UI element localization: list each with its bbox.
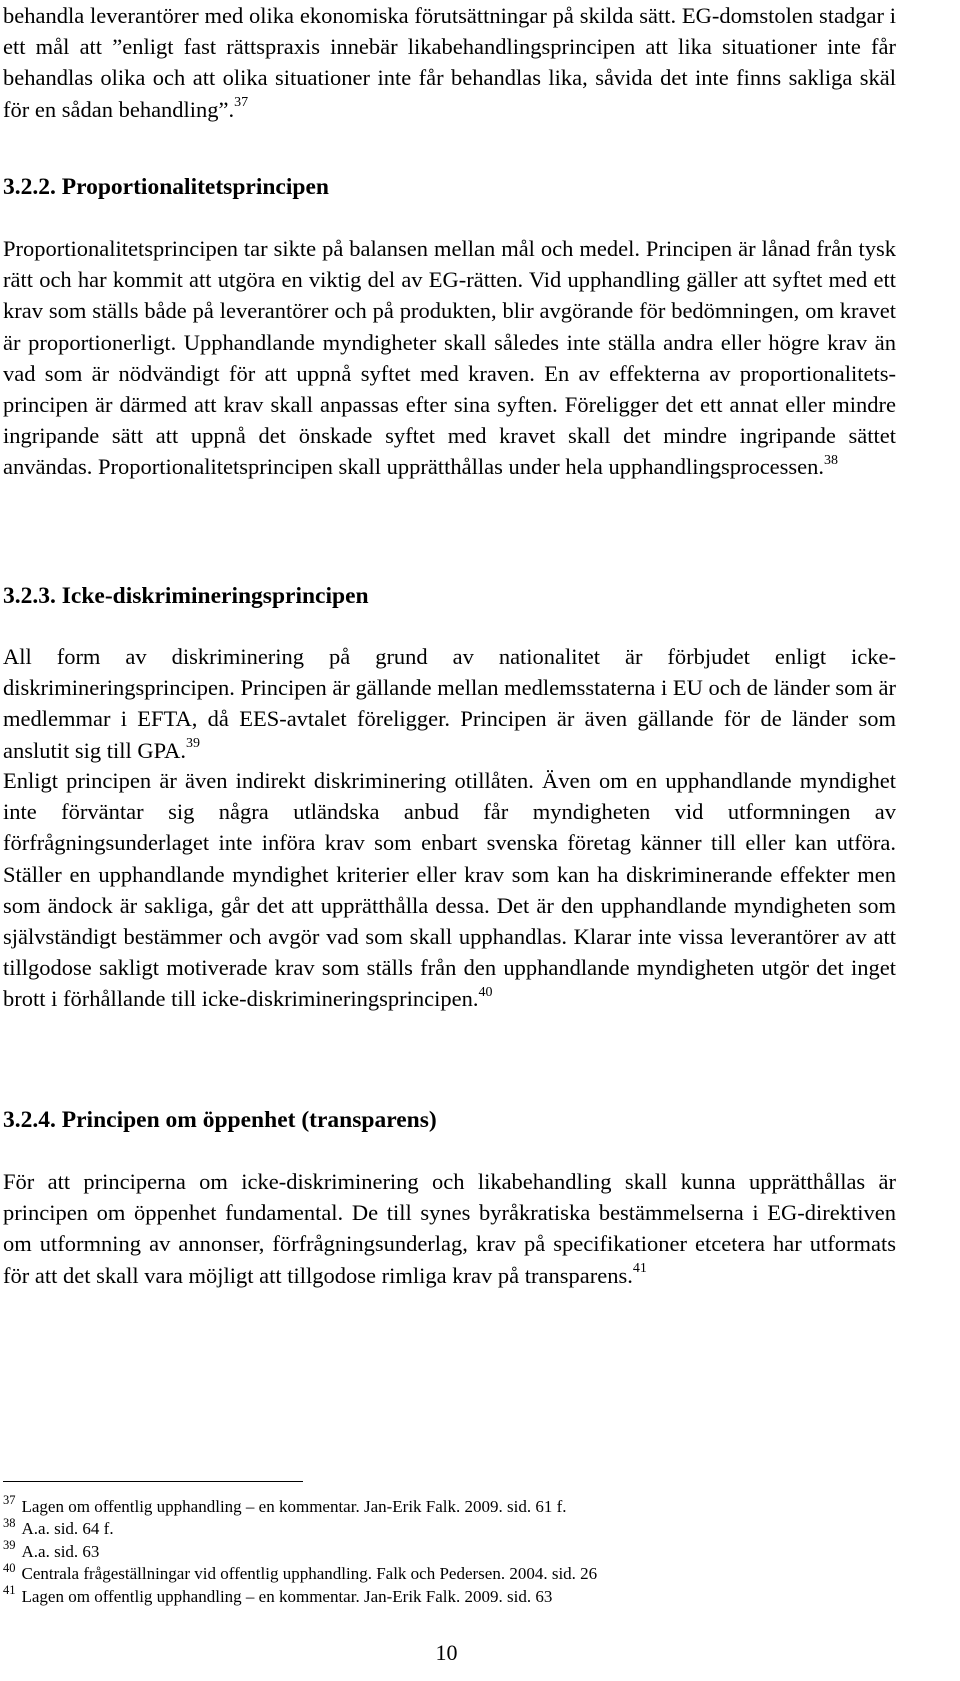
proportionality-text: Proportionalitetsprincipen tar sikte på balansen mellan mål och medel. Principen är lånad från tysk rätt och har kommit att utgöra en viktig del av EG-rätten. Vid upphandling gäller att syftet med ett krav som ställs både på leverantörer och på produkten, blir avgörande för bedömningen, om kravet är proportionerligt. Upphandlande myndigheter skall således inte ställa andra eller högre krav än vad som är nödvändigt för att uppnå syftet med kraven. En av effekterna av proportionalitets-principen är därmed att krav skall anpassas efter sina syften. Föreligger det ett annat eller mindre ingripande sätt att uppnå det önskade syftet med kravet skall det mindre ingripande sättet användas. Proportionalitetsprincipen skall upprätthållas under hela upphandlingsprocessen.	[3, 236, 896, 480]
footnote-40	[3, 1560, 903, 1585]
footnote-ref-38[interactable]: 38	[824, 452, 839, 468]
footnote-text: A.a. sid. 64 f.	[21, 1519, 114, 1539]
non-discrimination-paragraph-2	[3, 765, 896, 1015]
page-number: 10	[435, 1640, 458, 1665]
footnote-text: Lagen om offentlig upphandling – en kommentar. Jan-Erik Falk. 2009. sid. 63	[21, 1586, 553, 1606]
footnote-number: 39	[3, 1538, 16, 1553]
footnote-39	[3, 1538, 903, 1563]
footnote-text: Centrala frågeställningar vid offentlig upphandling. Falk och Pedersen. 2004. sid. 26	[21, 1564, 598, 1584]
footnote-text: A.a. sid. 63	[21, 1541, 100, 1561]
footnote-37	[3, 1493, 903, 1518]
footnote-38	[3, 1515, 903, 1540]
footnote-41	[3, 1582, 903, 1608]
section-heading-proportionality: 3.2.2. Proportionalitetsprincipen	[3, 174, 329, 200]
intro-paragraph	[3, 0, 896, 125]
section-heading-non-discrimination: 3.2.3. Icke-diskrimineringsprincipen	[3, 583, 369, 609]
footnote-number: 41	[3, 1582, 16, 1597]
non-discrimination-paragraph-1	[3, 641, 896, 766]
footnote-separator	[3, 1481, 303, 1482]
section-heading-transparency: 3.2.4. Principen om öppenhet (transparens)	[3, 1107, 437, 1133]
transparency-paragraph	[3, 1166, 896, 1291]
footnote-ref-41[interactable]: 41	[632, 1261, 647, 1277]
footnote-ref-37[interactable]: 37	[234, 95, 249, 111]
footnotes	[3, 1493, 903, 1608]
footnote-ref-39[interactable]: 39	[185, 736, 200, 752]
non-discrimination-text-1: All form av diskriminering på grund av nationalitet är förbjudet enligt icke-diskrimineringsprincipen. Principen är gällande mellan medlemsstaterna i EU och de länder som är medlemmar i EFTA, då EES-avtalet föreligger. Principen är även gällande för de länder som anslutit sig till GPA.	[3, 644, 896, 763]
non-discrimination-text-2: Enligt principen är även indirekt diskriminering otillåten. Även om en upphandlande myndighet inte förväntar sig några utländska anbud får myndigheten vid utformningen av förfrågningsunderlaget inte införa krav som enbart svenska företag känner till eller kan utföra. Ställer en upphandlande myndighet kriterier eller krav som kan ha diskriminerande effekter men som ändock är sakliga, går det att upprätthålla dessa. Det är den upphandlande myndigheten som självständigt bestämmer och avgör vad som skall upphandlas. Klarar inte vissa leverantörer av att tillgodose sakligt motiverade krav som ställs från den upphandlande myndigheten utgör det inget brott i förhållande till icke-diskrimineringsprincipen.	[3, 768, 896, 1012]
footnote-ref-40[interactable]: 40	[478, 984, 493, 1000]
proportionality-paragraph	[3, 233, 896, 483]
footnote-number: 37	[3, 1493, 16, 1508]
intro-text: behandla leverantörer med olika ekonomiska förutsättningar på skilda sätt. EG-domstolen stadgar i ett mål att ”enligt fast rättspraxis innebär likabehandlingsprincipen att lika situationer inte får behandlas olika och att olika situationer inte får behandlas lika, såvida det inte finns sakliga skäl för en sådan behandling”.	[3, 3, 896, 122]
footnote-text: Lagen om offentlig upphandling – en kommentar. Jan-Erik Falk. 2009. sid. 61 f.	[21, 1497, 567, 1516]
footnote-number: 40	[3, 1560, 16, 1575]
footnote-number: 38	[3, 1515, 16, 1530]
transparency-text: För att principerna om icke-diskriminering och likabehandling skall kunna upprätthållas är principen om öppenhet fundamental. De till synes byråkratiska bestämmelserna i EG-direktiven om utformning av annonser, förfrågningsunderlag, krav på specifikationer etcetera har utformats för att det skall vara möjligt att tillgodose rimliga krav på transparens.	[3, 1169, 896, 1288]
